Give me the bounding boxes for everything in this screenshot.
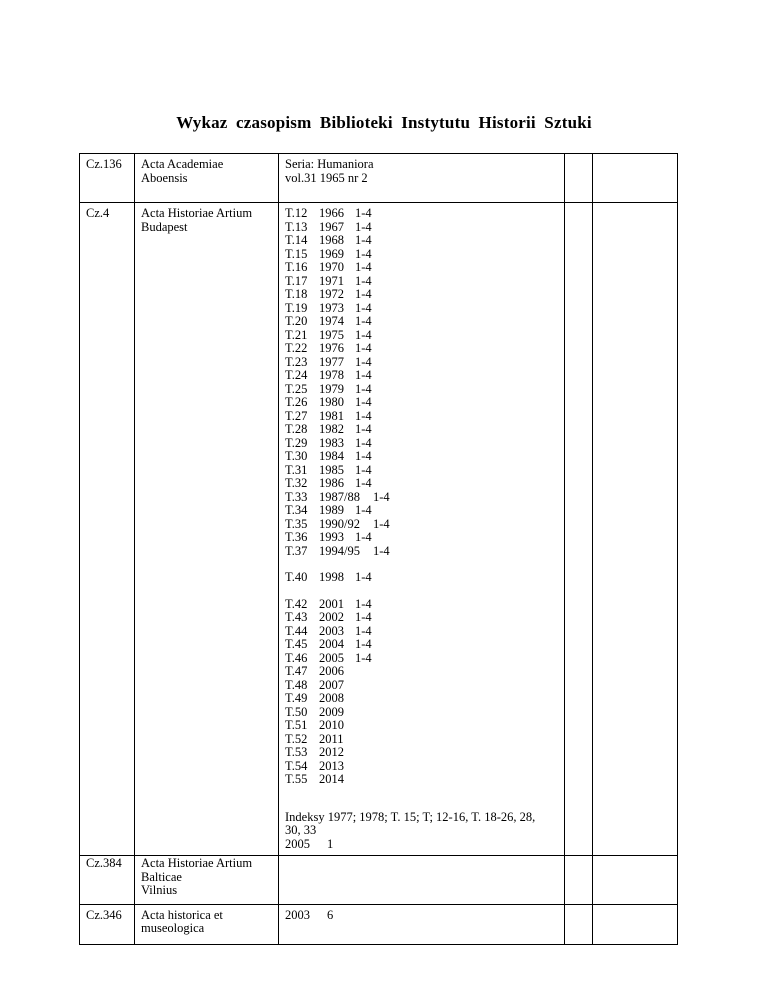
holdings-issues: 1-4 [355, 408, 372, 423]
holdings-line [285, 733, 558, 747]
holdings-year: 2006 [319, 664, 344, 678]
holdings-volume: T.46 [285, 650, 308, 665]
holdings-year: 1973 [319, 300, 344, 315]
holdings-line [285, 571, 558, 585]
holdings-year: 2012 [319, 745, 344, 759]
holdings-line [285, 410, 558, 424]
holdings-issues: 1-4 [355, 300, 372, 315]
holdings-volume: T.13 [285, 219, 308, 234]
holdings-issues: 1-4 [355, 341, 372, 355]
holdings-year: 2011 [319, 731, 344, 746]
holdings-volume: T.45 [285, 637, 308, 651]
holdings-year: 1969 [319, 246, 344, 261]
holdings-year: 2003 [319, 623, 344, 638]
holdings-year: 1986 [319, 476, 344, 490]
holdings-line [285, 261, 558, 275]
holdings-volume: T.37 [285, 543, 308, 558]
holdings-year: 2001 [319, 596, 344, 611]
holdings-year: 2007 [319, 677, 344, 692]
shelf-code: Cz.346 [80, 904, 135, 944]
empty-cell [593, 904, 678, 944]
holdings-issues: 1-4 [355, 354, 372, 369]
holdings-year: 1994/95 [319, 543, 360, 558]
holdings-issues: 1-4 [355, 368, 372, 382]
holdings-volume: T.43 [285, 610, 308, 624]
holdings-volume: T.29 [285, 435, 308, 450]
holdings-line [285, 288, 558, 302]
holdings-issues: 1-4 [355, 395, 372, 409]
empty-cell [565, 154, 593, 203]
holdings-volume: T.52 [285, 731, 308, 746]
holdings-issues: 1-4 [355, 570, 372, 584]
holdings-line [285, 909, 558, 923]
holdings-volume: T.18 [285, 287, 308, 301]
holdings-issues: 1-4 [355, 530, 372, 544]
holdings-line [285, 248, 558, 262]
holdings-year: 1974 [319, 314, 344, 328]
holdings-volume: T.16 [285, 260, 308, 274]
holdings-volume: T.50 [285, 704, 308, 719]
holdings-year: 2008 [319, 691, 344, 705]
empty-cell [565, 203, 593, 856]
holdings-line [285, 477, 558, 491]
empty-cell [565, 856, 593, 905]
holdings-year: 1970 [319, 260, 344, 274]
holdings-volume: T.17 [285, 273, 308, 288]
holdings-year: 2002 [319, 610, 344, 624]
holdings-year: 2005 [285, 836, 310, 851]
holdings-issues: 1-4 [355, 637, 372, 651]
holdings-volume: T.15 [285, 246, 308, 261]
holdings-volume: T.49 [285, 691, 308, 705]
holdings-volume: T.27 [285, 408, 308, 423]
holdings-line [285, 625, 558, 639]
shelf-code: Cz.4 [80, 203, 135, 856]
holdings [279, 856, 565, 905]
holdings-volume: T.35 [285, 516, 308, 531]
holdings-year: 1990/92 [319, 516, 360, 531]
holdings-volume: T.30 [285, 449, 308, 463]
holdings-line [285, 342, 558, 356]
holdings-year: 2004 [319, 637, 344, 651]
holdings-line [285, 611, 558, 625]
empty-cell [593, 856, 678, 905]
holdings-line [285, 773, 558, 787]
holdings-volume: T.22 [285, 341, 308, 355]
holdings-volume: T.14 [285, 233, 308, 247]
holdings-issues: 1-4 [355, 435, 372, 450]
journal-title: Acta Academiae Aboensis [135, 154, 279, 203]
holdings-line [285, 437, 558, 451]
journal-title: Acta Historiae Artium Budapest [135, 203, 279, 856]
holdings-issues: 1-4 [355, 596, 372, 611]
holdings-line [285, 746, 558, 760]
shelf-code: Cz.136 [80, 154, 135, 203]
holdings-issues: 1-4 [355, 381, 372, 396]
holdings-line [285, 329, 558, 343]
holdings-volume: T.21 [285, 327, 308, 342]
holdings-year: 1989 [319, 503, 344, 517]
holdings: Seria: Humaniora vol.31 1965 nr 2 [279, 154, 565, 203]
holdings-run [285, 207, 558, 558]
holdings-line [285, 464, 558, 478]
holdings-line [285, 491, 558, 505]
holdings-year: 1984 [319, 449, 344, 463]
empty-cell [593, 154, 678, 203]
holdings-volume: T.36 [285, 530, 308, 544]
holdings-volume: T.23 [285, 354, 308, 369]
holdings-volume: T.54 [285, 758, 308, 773]
holdings-volume: T.48 [285, 677, 308, 692]
journal-title: Acta historica et museologica [135, 904, 279, 944]
holdings-line [285, 706, 558, 720]
holdings-issues: 1-4 [355, 650, 372, 665]
holdings-year: 1975 [319, 327, 344, 342]
holdings-issues: 6 [327, 907, 334, 922]
holdings-issues: 1-4 [355, 422, 372, 436]
holdings-volume: T.34 [285, 503, 308, 517]
holdings [279, 904, 565, 944]
holdings-line [285, 450, 558, 464]
holdings-line [285, 665, 558, 679]
holdings-line [285, 275, 558, 289]
holdings-line [285, 423, 558, 437]
holdings-line [285, 545, 558, 559]
holdings-volume: T.32 [285, 476, 308, 490]
holdings-year: 1981 [319, 408, 344, 423]
holdings-line [285, 838, 558, 852]
table-row [80, 856, 678, 905]
holdings-volume: T.33 [285, 489, 308, 504]
table-row [80, 154, 678, 203]
holdings-issues: 1-4 [355, 476, 372, 490]
holdings-line [285, 638, 558, 652]
holdings-volume: T.12 [285, 206, 308, 220]
holdings-year: 1979 [319, 381, 344, 396]
holdings-year: 2010 [319, 718, 344, 732]
holdings-issues: 1-4 [373, 516, 390, 531]
holdings-year: 2009 [319, 704, 344, 719]
holdings-line [285, 302, 558, 316]
holdings-volume: T.55 [285, 772, 308, 786]
holdings-line [285, 396, 558, 410]
holdings-issues: 1-4 [355, 233, 372, 247]
page-title: Wykaz czasopism Biblioteki Instytutu Historii Sztuki [176, 113, 592, 132]
holdings-year: 1977 [319, 354, 344, 369]
holdings-issues: 1-4 [355, 246, 372, 261]
holdings-line [285, 518, 558, 532]
holdings-volume: T.42 [285, 596, 308, 611]
holdings-volume: T.26 [285, 395, 308, 409]
empty-cell [593, 203, 678, 856]
holdings-volume: T.24 [285, 368, 308, 382]
holdings-line [285, 369, 558, 383]
holdings-issues: 1-4 [355, 219, 372, 234]
holdings-volume: T.47 [285, 664, 308, 678]
holdings-run [285, 598, 558, 787]
holdings-line [285, 383, 558, 397]
holdings-year: 2003 [285, 907, 310, 922]
holdings-volume: T.28 [285, 422, 308, 436]
holdings-line [285, 315, 558, 329]
holdings-year: 1978 [319, 368, 344, 382]
table-row [80, 203, 678, 856]
holdings-line [285, 531, 558, 545]
holdings-year: 1987/88 [319, 489, 360, 504]
holdings-runs [285, 207, 558, 787]
table-row [80, 904, 678, 944]
holdings-issues: 1-4 [355, 449, 372, 463]
holdings-year: 1980 [319, 395, 344, 409]
holdings [279, 203, 565, 856]
holdings-volume: T.51 [285, 718, 308, 732]
holdings-issues: 1-4 [355, 273, 372, 288]
holdings-year: 1967 [319, 219, 344, 234]
holdings-year: 2013 [319, 758, 344, 773]
holdings-issues: 1-4 [373, 543, 390, 558]
holdings-year: 1966 [319, 206, 344, 220]
holdings-line [285, 598, 558, 612]
holdings-issues: 1 [327, 836, 334, 851]
holdings-issues: 1-4 [355, 623, 372, 638]
holdings-issues: 1-4 [355, 287, 372, 301]
holdings-year: 1968 [319, 233, 344, 247]
holdings-year: 1993 [319, 530, 344, 544]
holdings-run [285, 571, 558, 585]
holdings-line [285, 692, 558, 706]
holdings-year: 1998 [319, 570, 344, 584]
journal-table [79, 153, 678, 945]
index-note: Indeksy 1977; 1978; T. 15; T; 12-16, T. 18-26, 28, 30, 33 [285, 809, 536, 837]
holdings-issues: 1-4 [355, 206, 372, 220]
holdings-issues: 1-4 [355, 610, 372, 624]
holdings-issues: 1-4 [355, 503, 372, 517]
holdings-volume: T.31 [285, 462, 308, 477]
journal-title: Acta Historiae Artium Balticae Vilnius [135, 856, 279, 905]
holdings-issues: 1-4 [355, 327, 372, 342]
holdings-line [285, 719, 558, 733]
holdings-issues: 1-4 [355, 260, 372, 274]
holdings-year: 1983 [319, 435, 344, 450]
holdings-year: 1976 [319, 341, 344, 355]
holdings-issues: 1-4 [355, 314, 372, 328]
holdings-year: 1985 [319, 462, 344, 477]
holdings-line [285, 679, 558, 693]
holdings-line [285, 760, 558, 774]
holdings-line [285, 221, 558, 235]
holdings-line [285, 207, 558, 221]
holdings-volume: T.20 [285, 314, 308, 328]
holdings-issues: 1-4 [355, 462, 372, 477]
holdings-volume: T.40 [285, 570, 308, 584]
holdings-volume: T.19 [285, 300, 308, 315]
shelf-code: Cz.384 [80, 856, 135, 905]
holdings-issues: 1-4 [373, 489, 390, 504]
holdings-year: 1982 [319, 422, 344, 436]
holdings-line [285, 234, 558, 248]
holdings-line [285, 652, 558, 666]
holdings-line [285, 504, 558, 518]
holdings-year: 2014 [319, 772, 344, 786]
holdings-volume: T.44 [285, 623, 308, 638]
empty-cell [565, 904, 593, 944]
holdings-volume: T.53 [285, 745, 308, 759]
holdings-line [285, 356, 558, 370]
holdings-year: 1971 [319, 273, 344, 288]
holdings-volume: T.25 [285, 381, 308, 396]
holdings-year: 2005 [319, 650, 344, 665]
holdings-year: 1972 [319, 287, 344, 301]
